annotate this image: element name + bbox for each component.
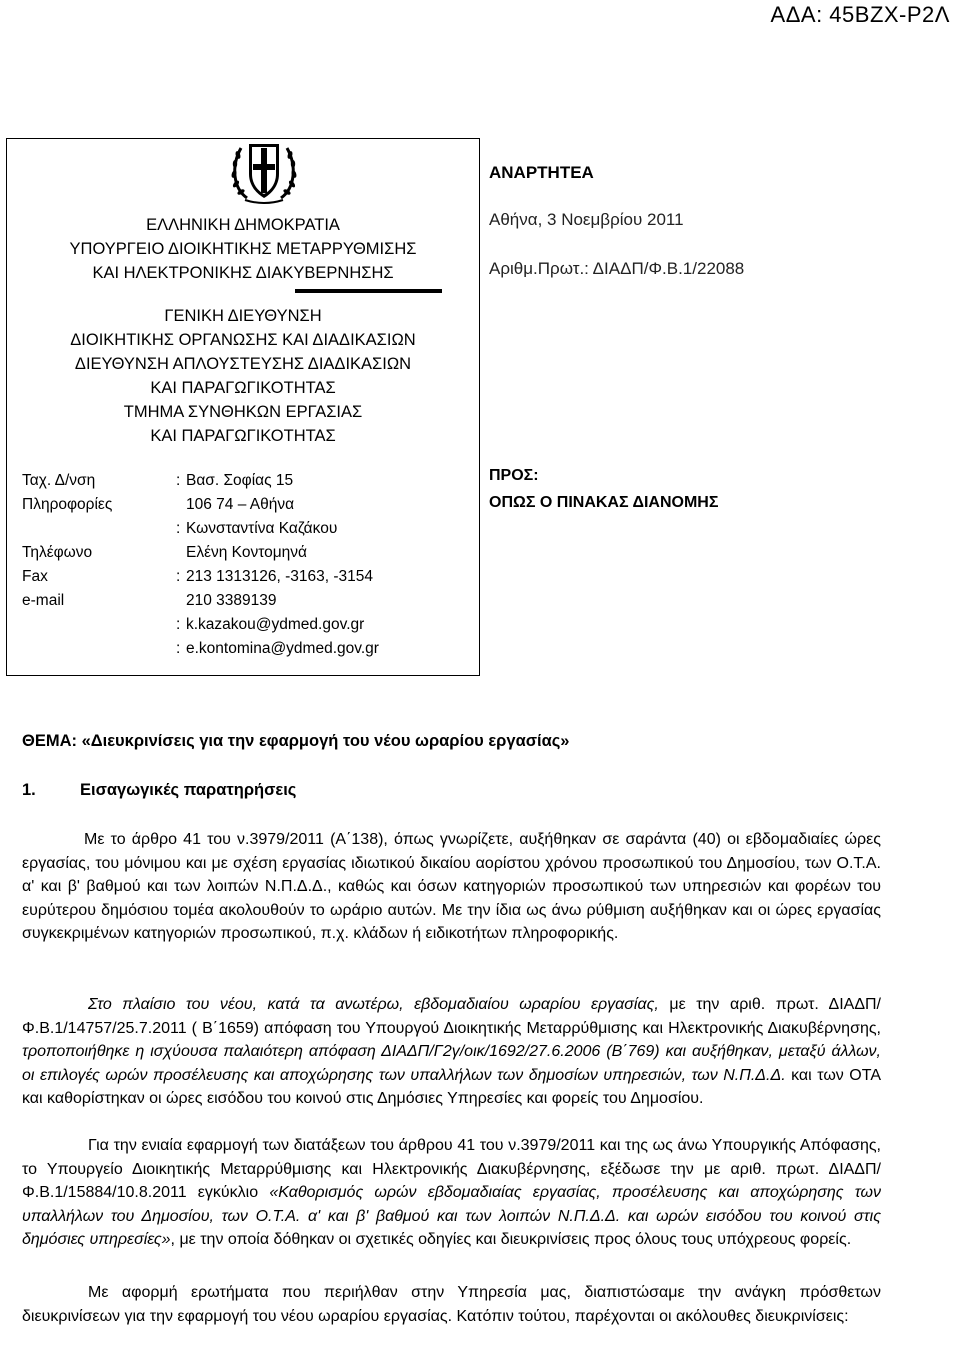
greek-coat-of-arms-icon — [227, 136, 301, 204]
contact-colon: : — [176, 616, 181, 633]
recipient-label: ΠΡΟΣ: — [489, 467, 539, 484]
section-title: Εισαγωγικές παρατηρήσεις — [80, 781, 297, 799]
section-number: 1. — [22, 781, 36, 799]
contact-email[interactable]: k.kazakou@ydmed.gov.gr — [186, 616, 365, 633]
contact-value: Βασ. Σοφίας 15 — [186, 472, 294, 489]
section-heading — [22, 781, 296, 800]
protocol-number: Αριθμ.Πρωτ.: ΔΙΑΔΠ/Φ.Β.1/22088 — [489, 259, 745, 278]
anartitea-label: ΑΝΑΡΤΗΤΕΑ — [489, 163, 594, 182]
directorate-line: ΔΙΕΥΘΥΝΣΗ ΑΠΛΟΥΣΤΕΥΣΗΣ ΔΙΑΔΙΚΑΣΙΩΝ — [74, 355, 412, 373]
ministry-line: ΕΛΛΗΝΙΚΗ ΔΗΜΟΚΡΑΤΙΑ — [146, 216, 340, 234]
directorate-heading — [6, 304, 480, 448]
paragraph-text: , με την οποία δόθηκαν οι σχετικές οδηγίες και διευκρινίσεις προς όλους τους υπόχρεους φορείς. — [170, 1231, 852, 1249]
divider — [295, 289, 442, 293]
contact-colon: : — [176, 568, 181, 585]
contact-label: Fax — [22, 568, 48, 585]
contact-value: 213 1313126, -3163, -3154 — [186, 568, 374, 585]
contact-label: e-mail — [22, 592, 65, 609]
contact-label: Τηλέφωνο — [22, 544, 93, 561]
directorate-line: ΔΙΟΙΚΗΤΙΚΗΣ ΟΡΓΑΝΩΣΗΣ ΚΑΙ ΔΙΑΔΙΚΑΣΙΩΝ — [70, 331, 416, 349]
directorate-line: ΚΑΙ ΠΑΡΑΓΩΓΙΚΟΤΗΤΑΣ — [150, 427, 336, 445]
paragraph-italic: τροποποιήθηκε η ισχύουσα παλαιότερη απόφαση ΔΙΑΔΠ/Γ2γ/οικ/1692/27.6.2006 (Β΄769) και αυξήθηκαν, μεταξύ άλλων, οι επιλογές ωρών προσέλευσης και αποχώρησης των υπαλλήλων των δημοσίων υπηρεσιών, των Ν.Π.Δ.Δ. — [22, 1043, 881, 1084]
paragraph-italic: «Καθορισμός ωρών εβδομαδιαίας εργασίας, προσέλευσης και αποχώρησης των υπαλλήλων του Δημοσίου, των Ο.Τ.Α. α' και β' βαθμού και των λοιπών Ν.Π.Δ.Δ. και ωρών εισόδου του κοινού στις δημόσιες υπηρεσίες» — [22, 1184, 881, 1249]
contact-label: Ταχ. Δ/νση — [22, 472, 96, 489]
ada-code: ΑΔΑ: 45ΒΖΧ-Ρ2Λ — [770, 2, 950, 27]
contact-value: 106 74 – Αθήνα — [186, 496, 295, 513]
paragraph: Με αφορμή ερωτήματα που περιήλθαν στην Υπηρεσία μας, διαπιστώσαμε την ανάγκη πρόσθετων διευκρινίσεων για την εφαρμογή του νέου ωραρίου εργασίας. Κατόπιν τούτου, παρέχονται οι ακόλουθες διευκρινίσεις: — [22, 1284, 881, 1325]
directorate-line: ΚΑΙ ΠΑΡΑΓΩΓΙΚΟΤΗΤΑΣ — [150, 379, 336, 397]
paragraph-text: με την αριθ. πρωτ. ΔΙΑΔΠ/Φ.Β.1/14757/25.7.2011 ( Β΄1659) απόφαση του Υπουργού Διοικητικής Μεταρρύθμισης και Ηλεκτρονικής Διακυβέρνησης, — [22, 996, 882, 1037]
contact-colon: : — [176, 472, 181, 489]
contact-value: 210 3389139 — [186, 592, 277, 609]
paragraph-italic: Στο πλαίσιο του νέου, κατά τα ανωτέρω, εβδομαδιαίου ωραρίου εργασίας, — [88, 996, 659, 1013]
document-date: Αθήνα, 3 Νοεμβρίου 2011 — [489, 210, 684, 229]
subject-line: ΘΕΜΑ: «Διευκρινίσεις για την εφαρμογή του νέου ωραρίου εργασίας» — [22, 732, 570, 750]
contact-label: Πληροφορίες — [22, 496, 113, 513]
contact-value: Κωνσταντίνα Καζάκου — [186, 520, 338, 537]
ministry-line: ΚΑΙ ΗΛΕΚΤΡΟΝΙΚΗΣ ΔΙΑΚΥΒΕΡΝΗΣΗΣ — [92, 264, 394, 282]
recipient-value: ΟΠΩΣ Ο ΠΙΝΑΚΑΣ ΔΙΑΝΟΜΗΣ — [489, 494, 719, 511]
paragraph-text: και των ΟΤΑ και καθορίστηκαν οι ώρες εισόδου του κοινού στις Δημόσιες Υπηρεσίες και φορείς του Δημοσίου. — [22, 1066, 882, 1108]
paragraph-text: Για την ενιαία εφαρμογή των διατάξεων του άρθρου 41 του ν.3979/2011 και της ως άνω Υπουργικής Απόφασης, το Υπουργείο Διοικητικής Μεταρρύθμισης και Ηλεκτρονικής Διακυβέρνησης, εξέδωσε την με αριθ. πρωτ. ΔΙΑΔΠ/Φ.Β.1/15884/10.8.2011 εγκύκλιο — [22, 1137, 881, 1202]
contact-value: Ελένη Κοντομηνά — [186, 544, 307, 561]
paragraph — [22, 1134, 881, 1252]
paragraph — [22, 993, 881, 1111]
paragraph: Με το άρθρο 41 του ν.3979/2011 (Α΄138), όπως γνωρίζετε, αυξήθηκαν σε σαράντα (40) οι εβδομαδιαίες ώρες εργασίας, του μόνιμου και με σχέση εργασίας ιδιωτικού δικαίου αορίστου χρόνου προσωπικού του Δημοσίου, των Ο.Τ.Α. α' και β' βαθμού και των λοιπών Ν.Π.Δ.Δ., καθώς και όσων κατηγοριών προσωπικού των υπηρεσιών και φορέων του ευρύτερου δημόσιου τομέα ακολουθούν το ωράριο αυτών. Με την ίδια ως άνω ρύθμιση αυξήθηκαν και οι ώρες εργασίας συγκεκριμένων κατηγοριών προσωπικού, π.χ. κλάδων ή ειδικοτήτων πληροφορικής. — [22, 831, 881, 943]
ministry-heading — [6, 213, 480, 285]
contact-colon: : — [176, 520, 181, 537]
contact-colon: : — [176, 640, 181, 657]
ministry-line: ΥΠΟΥΡΓΕΙΟ ΔΙΟΙΚΗΤΙΚΗΣ ΜΕΤΑΡΡΥΘΜΙΣΗΣ — [69, 240, 417, 258]
directorate-line: ΓΕΝΙΚΗ ΔΙΕΥΘΥΝΣΗ — [164, 307, 322, 325]
directorate-line: ΤΜΗΜΑ ΣΥΝΘΗΚΩΝ ΕΡΓΑΣΙΑΣ — [123, 403, 363, 421]
contact-email[interactable]: e.kontomina@ydmed.gov.gr — [186, 640, 379, 657]
